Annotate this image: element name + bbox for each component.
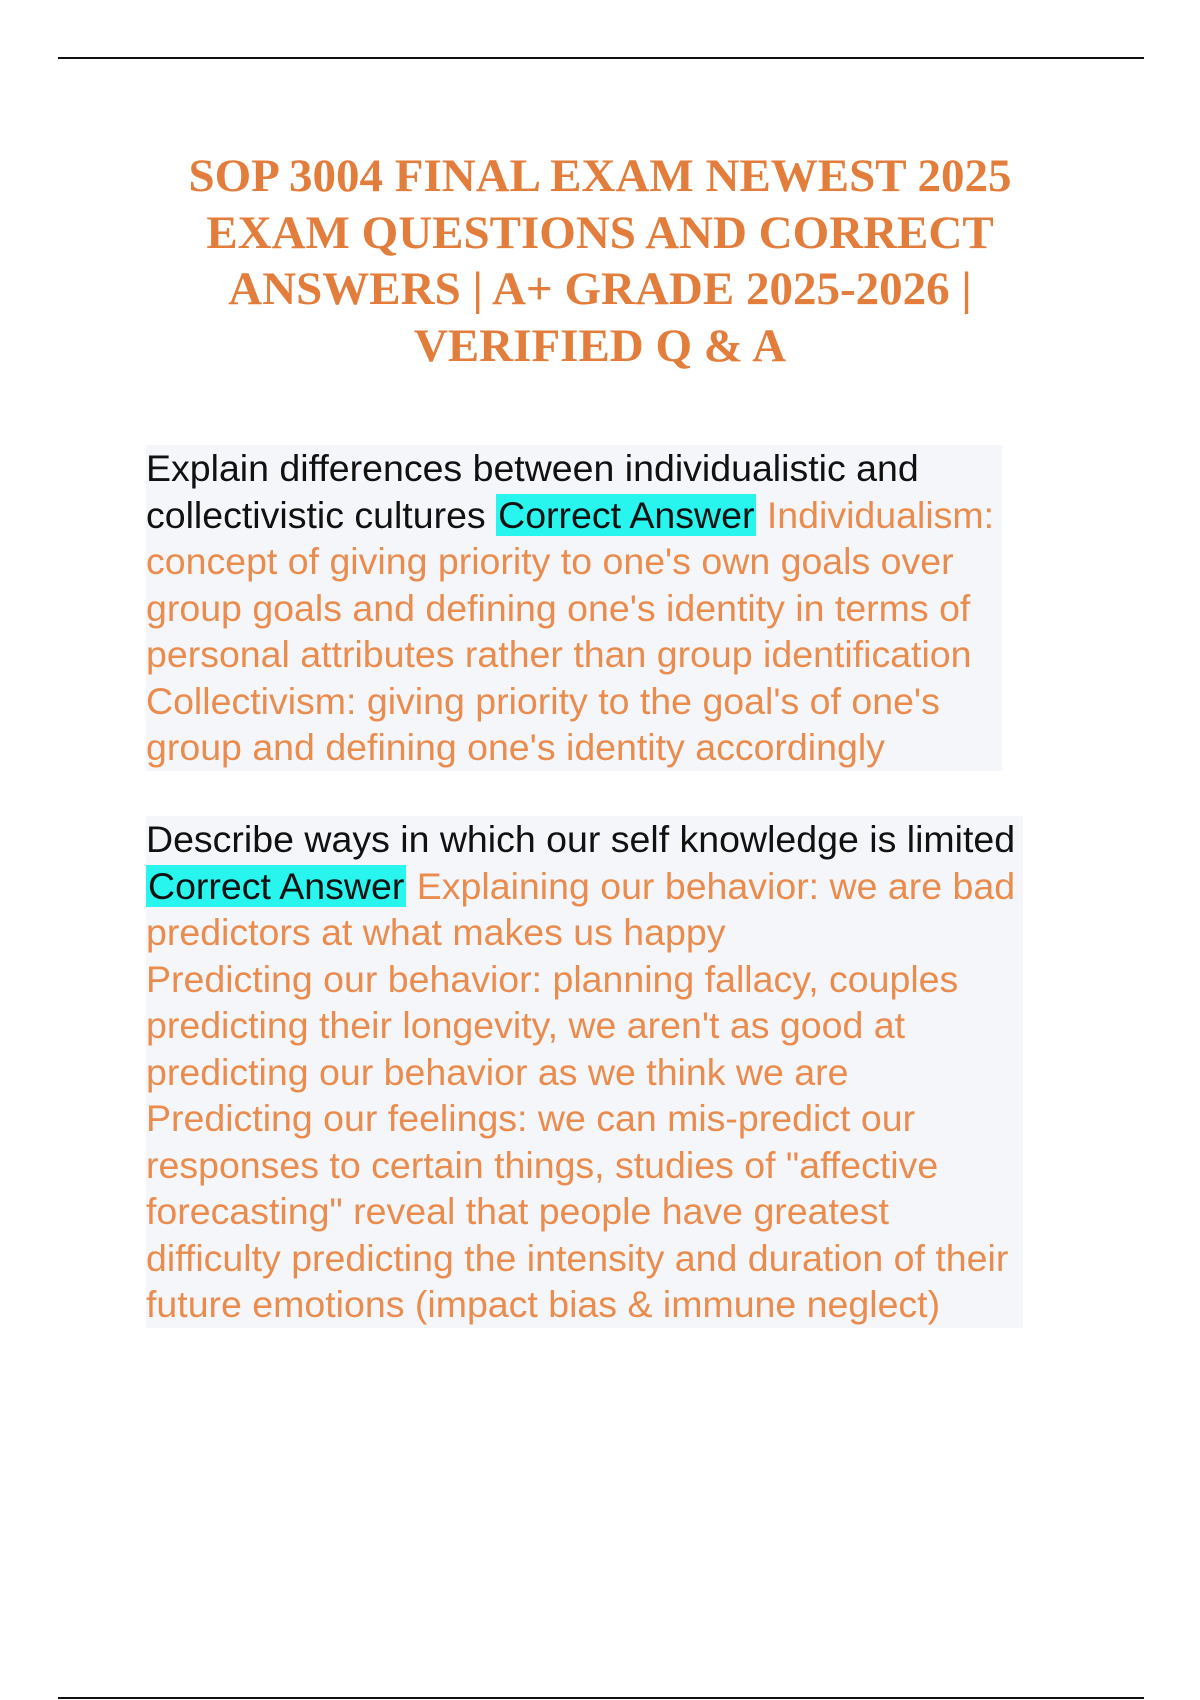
answer-line: Collectivism: giving priority to the goal's of one's xyxy=(146,679,940,722)
title-line: ANSWERS | A+ GRADE 2025-2026 | xyxy=(228,263,972,315)
answer-line: predicting their longevity, we aren't as good at xyxy=(146,1004,905,1046)
title-line: SOP 3004 FINAL EXAM NEWEST 2025 xyxy=(188,150,1012,202)
qa-item-1 xyxy=(146,445,1002,771)
correct-answer-label: Correct Answer xyxy=(148,864,405,907)
answer-line: group and defining one's identity accordingly xyxy=(146,726,885,768)
qa-item-2 xyxy=(146,816,1023,1328)
answer-line: forecasting" reveal that people have greatest xyxy=(146,1190,889,1232)
question-line: collectivistic cultures xyxy=(146,493,486,536)
question-line: Explain differences between individualistic and xyxy=(146,447,919,489)
answer-line: predictors at what makes us happy xyxy=(146,911,726,953)
answer-line: Explaining our behavior: we are bad xyxy=(416,864,1016,907)
answer-line: Individualism: xyxy=(766,493,995,536)
answer-line: personal attributes rather than group identification xyxy=(146,633,972,675)
question-line: Describe ways in which our self knowledge is limited xyxy=(146,818,1016,860)
answer-line: concept of giving priority to one's own goals over xyxy=(146,540,954,582)
document-title xyxy=(100,148,1100,374)
title-line: VERIFIED Q & A xyxy=(413,319,787,372)
answer-line: Predicting our feelings: we can mis-predict our xyxy=(146,1097,916,1139)
answer-line: Predicting our behavior: planning fallacy, couples xyxy=(146,957,959,1000)
correct-answer-label: Correct Answer xyxy=(498,493,755,536)
answer-line: predicting our behavior as we think we are xyxy=(146,1050,849,1093)
bottom-rule xyxy=(58,1697,1144,1699)
answer-line: difficulty predicting the intensity and duration of their xyxy=(146,1236,1009,1279)
answer-line: responses to certain things, studies of "affective xyxy=(146,1143,939,1186)
top-rule xyxy=(58,57,1144,59)
answer-line: future emotions (impact bias & immune neglect) xyxy=(146,1283,941,1325)
title-line: EXAM QUESTIONS AND CORRECT xyxy=(206,206,994,259)
answer-line: group goals and defining one's identity in terms of xyxy=(146,586,971,629)
